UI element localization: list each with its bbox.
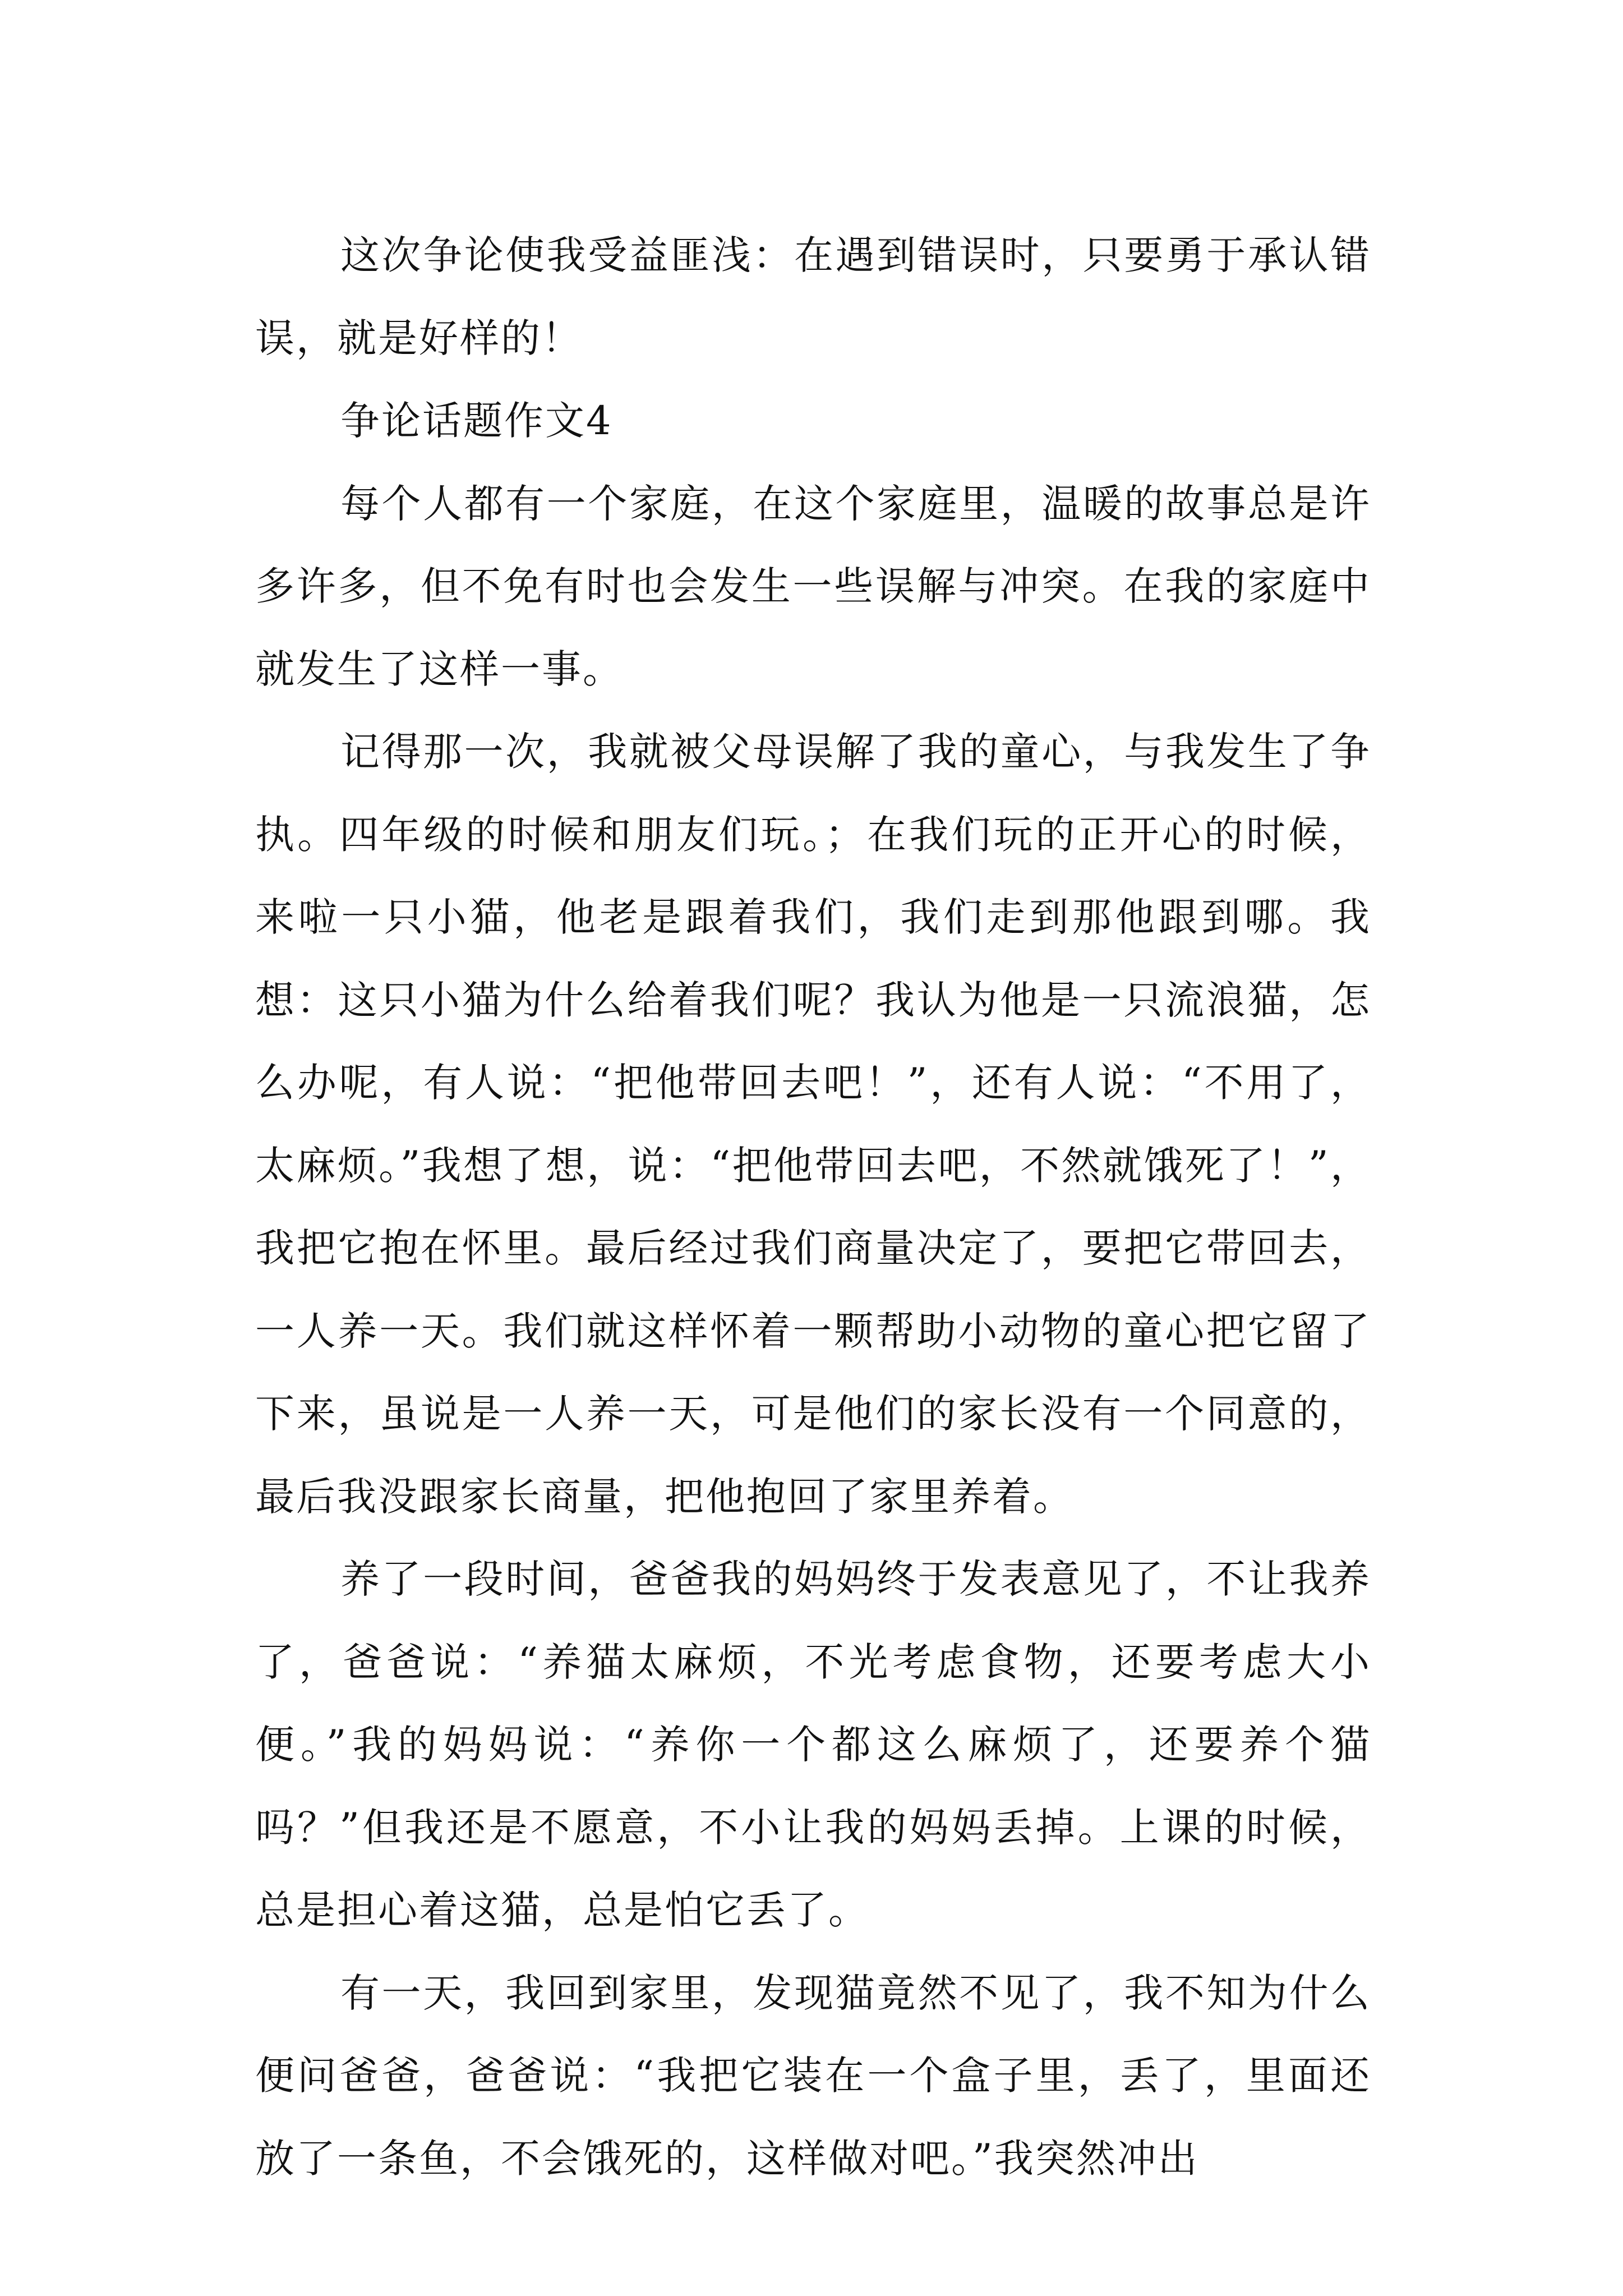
- paragraph-intro: 每个人都有一个家庭，在这个家庭里，温暖的故事总是许多许多，但不免有时也会发生一些误解与冲突。在我的家庭中就发生了这样一事。: [255, 480, 1371, 692]
- paragraph-cat-story: 记得那一次，我就被父母误解了我的童心，与我发生了争执。四年级的时候和朋友们玩。；在我们玩的正开心的时候，来啦一只小猫，他老是跟着我们，我们走到那他跟到哪。我想：这只小猫为什么给着我们呢？我认为他是一只流浪猫，怎么办呢，有人说：“把他带回去吧！”，还有人说：“不用了，太麻烦。”我想了想，说：“把他带回去吧，不然就饿死了！”，我把它抱在怀里。最后经过我们商量决定了，要把它带回去，一人养一天。我们就这样怀着一颗帮助小动物的童心把它留了下来，虽说是一人养一天，可是他们的家长没有一个同意的，最后我没跟家长商量，把他抱回了家里养着。: [255, 729, 1371, 1520]
- essay-body: [255, 214, 1371, 2200]
- paragraph-parents-opinion: 养了一段时间，爸爸我的妈妈终于发表意见了，不让我养了，爸爸说：“养猫太麻烦，不光考虑食物，还要考虑大小便。”我的妈妈说：“养你一个都这么麻烦了，还要养个猫吗？”但我还是不愿意，不小让我的妈妈丢掉。上课的时候，总是担心着这猫，总是怕它丢了。: [255, 1556, 1371, 1933]
- paragraph-cat-missing: 有一天，我回到家里，发现猫竟然不见了，我不知为什么便问爸爸，爸爸说：“我把它装在一个盒子里，丢了，里面还放了一条鱼，不会饿死的，这样做对吧。”我突然冲出: [255, 1970, 1371, 2182]
- paragraph-conclusion: 这次争论使我受益匪浅：在遇到错误时，只要勇于承认错误，就是好样的！: [255, 232, 1371, 361]
- essay-title: 争论话题作文4: [340, 398, 613, 444]
